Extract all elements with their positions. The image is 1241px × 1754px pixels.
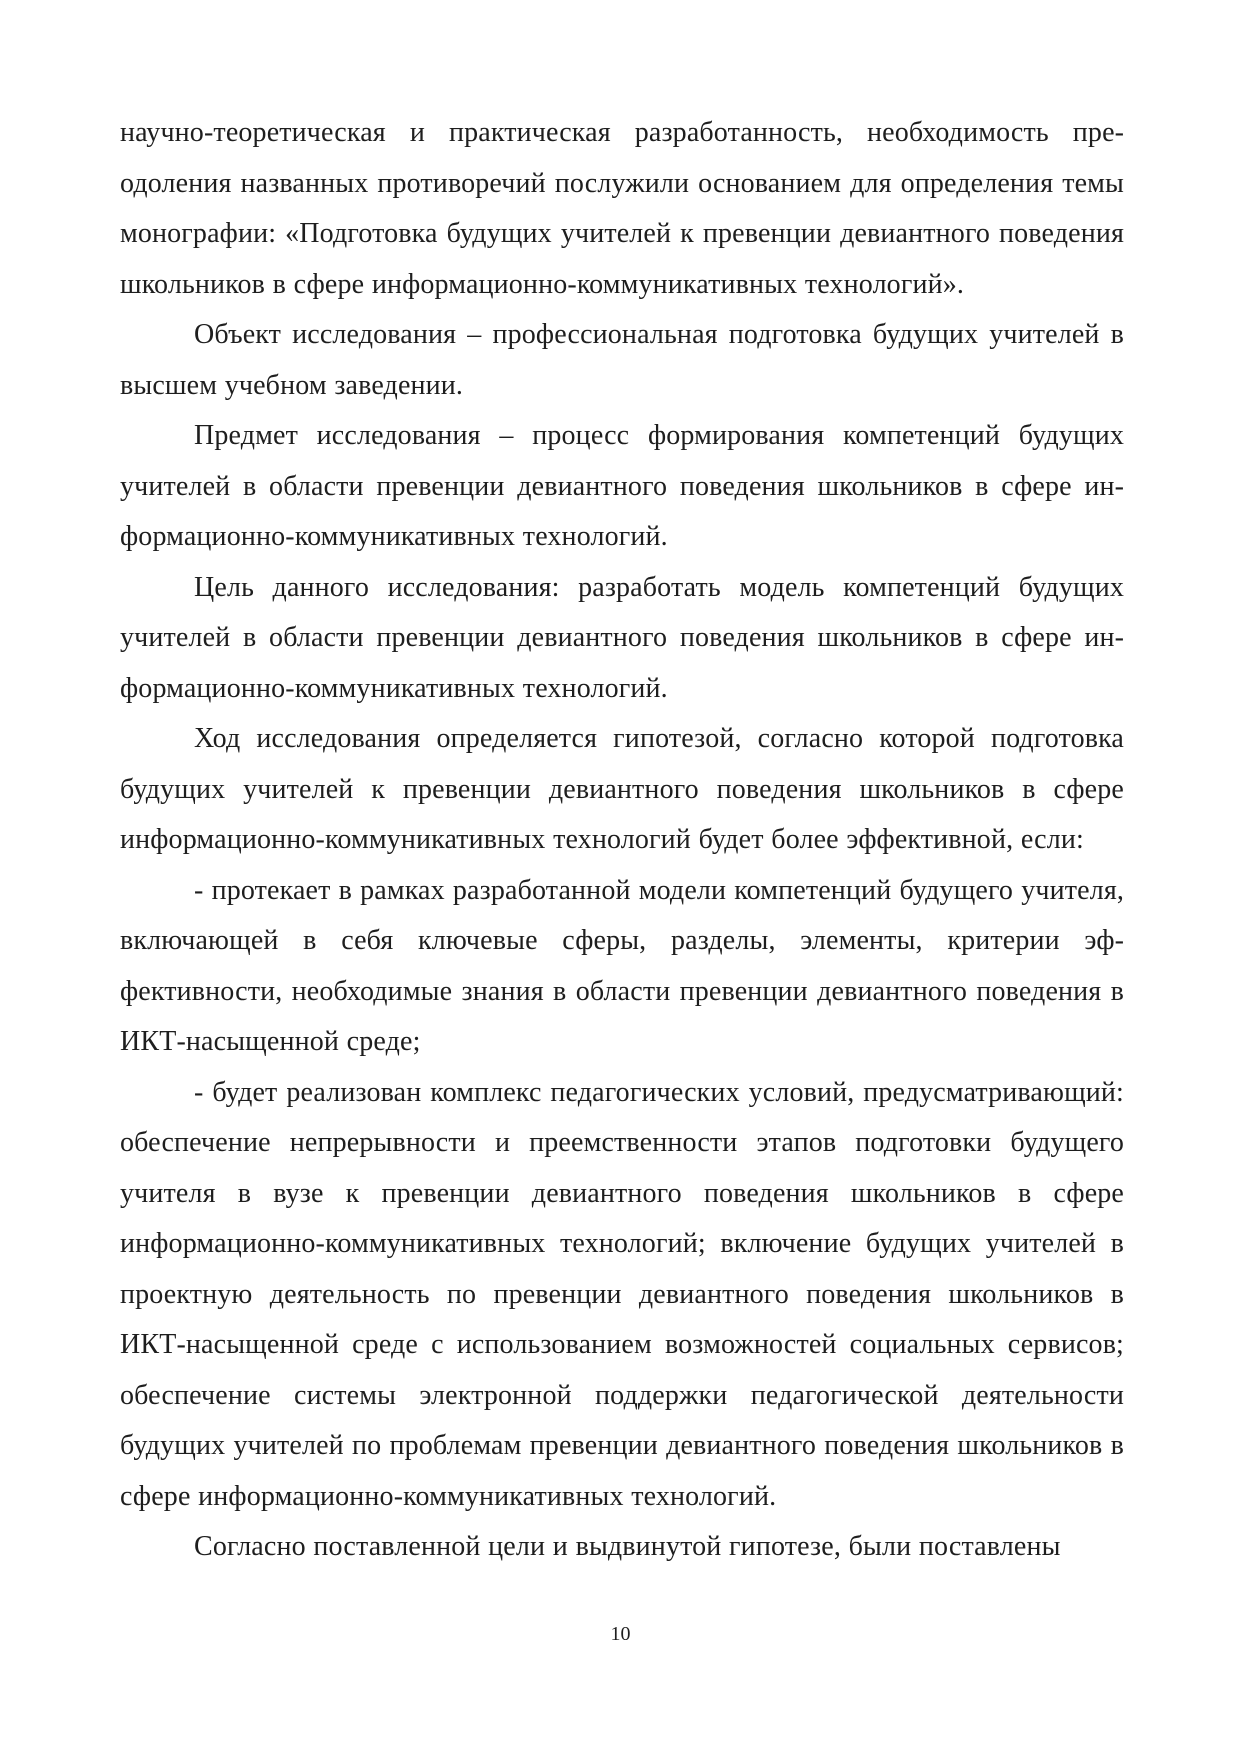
- body-text: [120, 108, 1124, 1573]
- page-number: 10: [610, 1623, 631, 1645]
- paragraph-research-goal: Цель данного исследования: разработать модель компетенций будущих учителей в области превенции девиантного поведения школьников в сфере информационно-коммуникативных технологий.: [120, 571, 1124, 704]
- paragraph-continuation: научно-теоретическая и практическая разработанность, необходимость преодоления названных противоречий послужили основанием для определения темы монографии: «Подготовка будущих учителей к превенции девиантного поведения школьников в сфере информационно-коммуникативных технологий».: [120, 117, 1124, 300]
- paragraph-hypothesis-item-2: - будет реализован комплекс педагогических условий, предусматривающий: обеспечение непрерывности и преемственности этапов подготовки будущего учителя в вузе к превенции девиантного поведения школьников в сфере информационно-коммуникативных технологий; включение будущих учителей в проектную деятельность по превенции девиантного поведения школьников в ИКТ-насыщенной среде с использованием возможностей социальных сервисов; обеспечение системы электронной поддержки педагогической деятельности будущих учителей по проблемам превенции девиантного поведения школьников в сфере информационно-коммуникативных технологий.: [120, 1076, 1124, 1512]
- paragraph-tasks-intro: Согласно поставленной цели и выдвинутой гипотезе, были поставлены: [194, 1531, 1061, 1562]
- paragraph-hypothesis: Ход исследования определяется гипотезой, согласно которой подготовка будущих учителей к превенции девиантного поведения школьников в сфере информационно-коммуникативных технологий будет более эффективной, если:: [120, 723, 1124, 855]
- paragraph-research-subject: Предмет исследования – процесс формирования компетенций будущих учителей в области превенции девиантного поведения школьников в сфере информационно-коммуникативных технологий.: [120, 420, 1124, 552]
- paragraph-hypothesis-item-1: - протекает в рамках разработанной модели компетенций будущего учителя, включающей в себя ключевые сферы, разделы, элементы, критерии эффективности, необходимые знания в области превенции девиантного поведения в ИКТ-насыщенной среде;: [120, 874, 1124, 1057]
- paragraph-research-object: Объект исследования – профессиональная подготовка будущих учителей в высшем учебном заведении.: [120, 319, 1124, 401]
